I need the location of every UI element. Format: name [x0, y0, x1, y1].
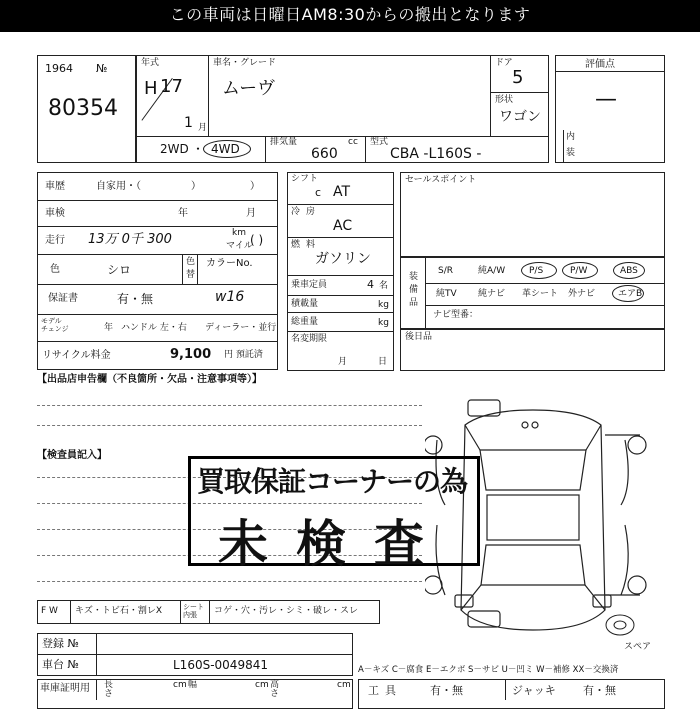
model-value: CBA -L160S -: [390, 146, 482, 162]
equip-ps: P/S: [529, 266, 544, 276]
month-unit: 月: [198, 123, 208, 133]
year-label: 年式: [141, 58, 160, 68]
equip-airbag: エアB: [618, 289, 643, 299]
stamp-line1: 買取保証コーナーの為: [197, 465, 468, 498]
history-label: 車歴: [45, 181, 65, 192]
mileage-km: km: [232, 228, 246, 238]
shift-value: AT: [333, 184, 351, 200]
tools-label: 工具: [368, 684, 402, 697]
load-unit: kg: [378, 300, 389, 310]
recycle-unit: 円 預託済: [224, 350, 263, 360]
spare-label: スペア: [624, 642, 652, 652]
doors-label: ドア: [495, 58, 513, 68]
disp-value: 660: [311, 146, 338, 162]
warranty-label: 保証書: [48, 293, 78, 304]
later-items-box: [400, 329, 665, 371]
cert-cm-2: cm: [255, 680, 269, 690]
equip-navi: 純ナビ: [478, 289, 506, 299]
gross-unit: kg: [378, 318, 389, 328]
cert-height: 高さ: [270, 680, 280, 699]
gross-label: 総重量: [291, 317, 319, 327]
equip-abs: ABS: [620, 266, 638, 276]
interior-label: 内: [566, 132, 576, 142]
capacity-unit: 名: [379, 281, 389, 291]
jack-label: ジャッキ: [512, 684, 556, 697]
navi-model-label: ナビ型番：: [433, 310, 479, 320]
equip-tv: 純TV: [436, 289, 457, 299]
equip-pw: P/W: [570, 266, 588, 276]
legend: A－キズ C－腐食 E－エクボ S－サビ U－凹ミ W－補修 XX－交換済: [358, 665, 619, 675]
inspection-month: 月: [246, 208, 256, 219]
lot-code: 1964: [45, 62, 73, 75]
color-change-2: 替: [186, 270, 196, 280]
disp-unit: cc: [348, 137, 358, 147]
reg-exp-month: 月: [338, 357, 348, 367]
banner-text: この車両は日曜日AM8:30からの搬出となります: [169, 5, 531, 24]
chassis-label: 車台 №: [42, 658, 79, 671]
model-change-dealer: ディーラー・並行: [205, 323, 277, 333]
ac-value: AC: [333, 218, 353, 234]
reg-no-label: 登録 №: [42, 637, 79, 650]
shift-label: シフト: [291, 174, 319, 184]
model-change-label: モデル チェンジ: [41, 317, 69, 333]
model-change-handle: ハンドル 左・右: [121, 323, 187, 333]
reg-exp-day: 日: [378, 357, 388, 367]
warranty-value: 有・無: [117, 292, 154, 306]
shape-value: ワゴン: [499, 109, 541, 125]
model-change-year: 年: [104, 323, 114, 333]
color-label: 色: [50, 264, 60, 275]
model-label: 型式: [370, 137, 389, 147]
fw-label: F W: [41, 606, 58, 616]
recycle-amount: 9,100: [170, 347, 212, 362]
equip-sr: S/R: [438, 266, 453, 276]
chassis-value: L160S-0049841: [173, 658, 268, 672]
inspector-label: 【検査員記入】: [37, 450, 107, 461]
interior-label-2: 装: [566, 148, 576, 158]
shape-label: 形状: [495, 95, 514, 105]
name-label: 車名・グレード: [213, 58, 277, 68]
equip-leather: 革シート: [522, 289, 559, 299]
lot-number: 80354: [48, 96, 118, 121]
load-label: 積載量: [291, 299, 319, 309]
cert-cm-3: cm: [337, 680, 351, 690]
equipment-label: 装 備 品: [409, 272, 419, 309]
recycle-label: リサイクル料金: [42, 350, 111, 361]
fw-seat-label: シート 内張: [183, 603, 204, 620]
drive-4wd: 4WD: [211, 142, 240, 156]
inspection-label: 車検: [45, 208, 65, 219]
inspection-year: 年: [178, 208, 188, 219]
score-value: —: [595, 87, 617, 112]
ac-label: 冷房: [291, 207, 322, 217]
car-name: ムーヴ: [222, 78, 276, 99]
cert-label: 車庫証明用: [40, 683, 90, 694]
fw-seat-value: コゲ・穴・汚レ・シミ・破レ・スレ: [214, 606, 359, 616]
mileage-value: 13万 0千 300: [88, 232, 172, 247]
shift-mark: c: [315, 186, 322, 199]
cert-cm-1: cm: [173, 680, 187, 690]
dot: ・: [192, 142, 205, 156]
fuel-label: 燃料: [291, 240, 322, 250]
cert-length: 長さ: [104, 680, 114, 699]
fw-value: キズ・トビ石・割レX: [75, 606, 162, 616]
doors-value: 5: [512, 67, 524, 88]
year-value: 17: [160, 76, 183, 97]
month-value: 1: [184, 115, 193, 131]
seller-notes-label: 【出品店申告欄（不良箇所・欠品・注意事項等）】: [37, 374, 262, 385]
drive-2wd: 2WD: [160, 142, 189, 156]
color-change-1: 色: [186, 257, 196, 267]
cert-width: 幅: [188, 680, 198, 690]
capacity-label: 乗車定員: [291, 280, 328, 290]
color-code-label: カラーNo.: [206, 258, 253, 269]
jack-value: 有・無: [583, 684, 616, 697]
color-value: シロ: [107, 263, 132, 277]
history-value: 自家用・（ ）: [96, 181, 201, 192]
warranty-code: w16: [215, 289, 245, 305]
score-label: 評価点: [585, 59, 615, 70]
capacity-value: 4: [367, 278, 374, 291]
later-items-label: 後日品: [405, 332, 433, 342]
fuel-value: ガソリン: [315, 251, 371, 267]
tools-value: 有・無: [430, 684, 463, 697]
stamp-line2: 未検査: [218, 514, 452, 573]
lot-no-label: №: [96, 62, 108, 75]
equip-ext-navi: 外ナビ: [568, 289, 596, 299]
reg-exp-label: 名変期限: [291, 334, 328, 344]
mileage-mile: マイル: [226, 241, 253, 251]
sales-point-label: セールスポイント: [405, 175, 477, 185]
equip-aw: 純A/W: [478, 266, 506, 276]
mileage-label: 走行: [45, 235, 65, 246]
year-era: H: [144, 78, 158, 99]
disp-label: 排気量: [270, 137, 298, 147]
